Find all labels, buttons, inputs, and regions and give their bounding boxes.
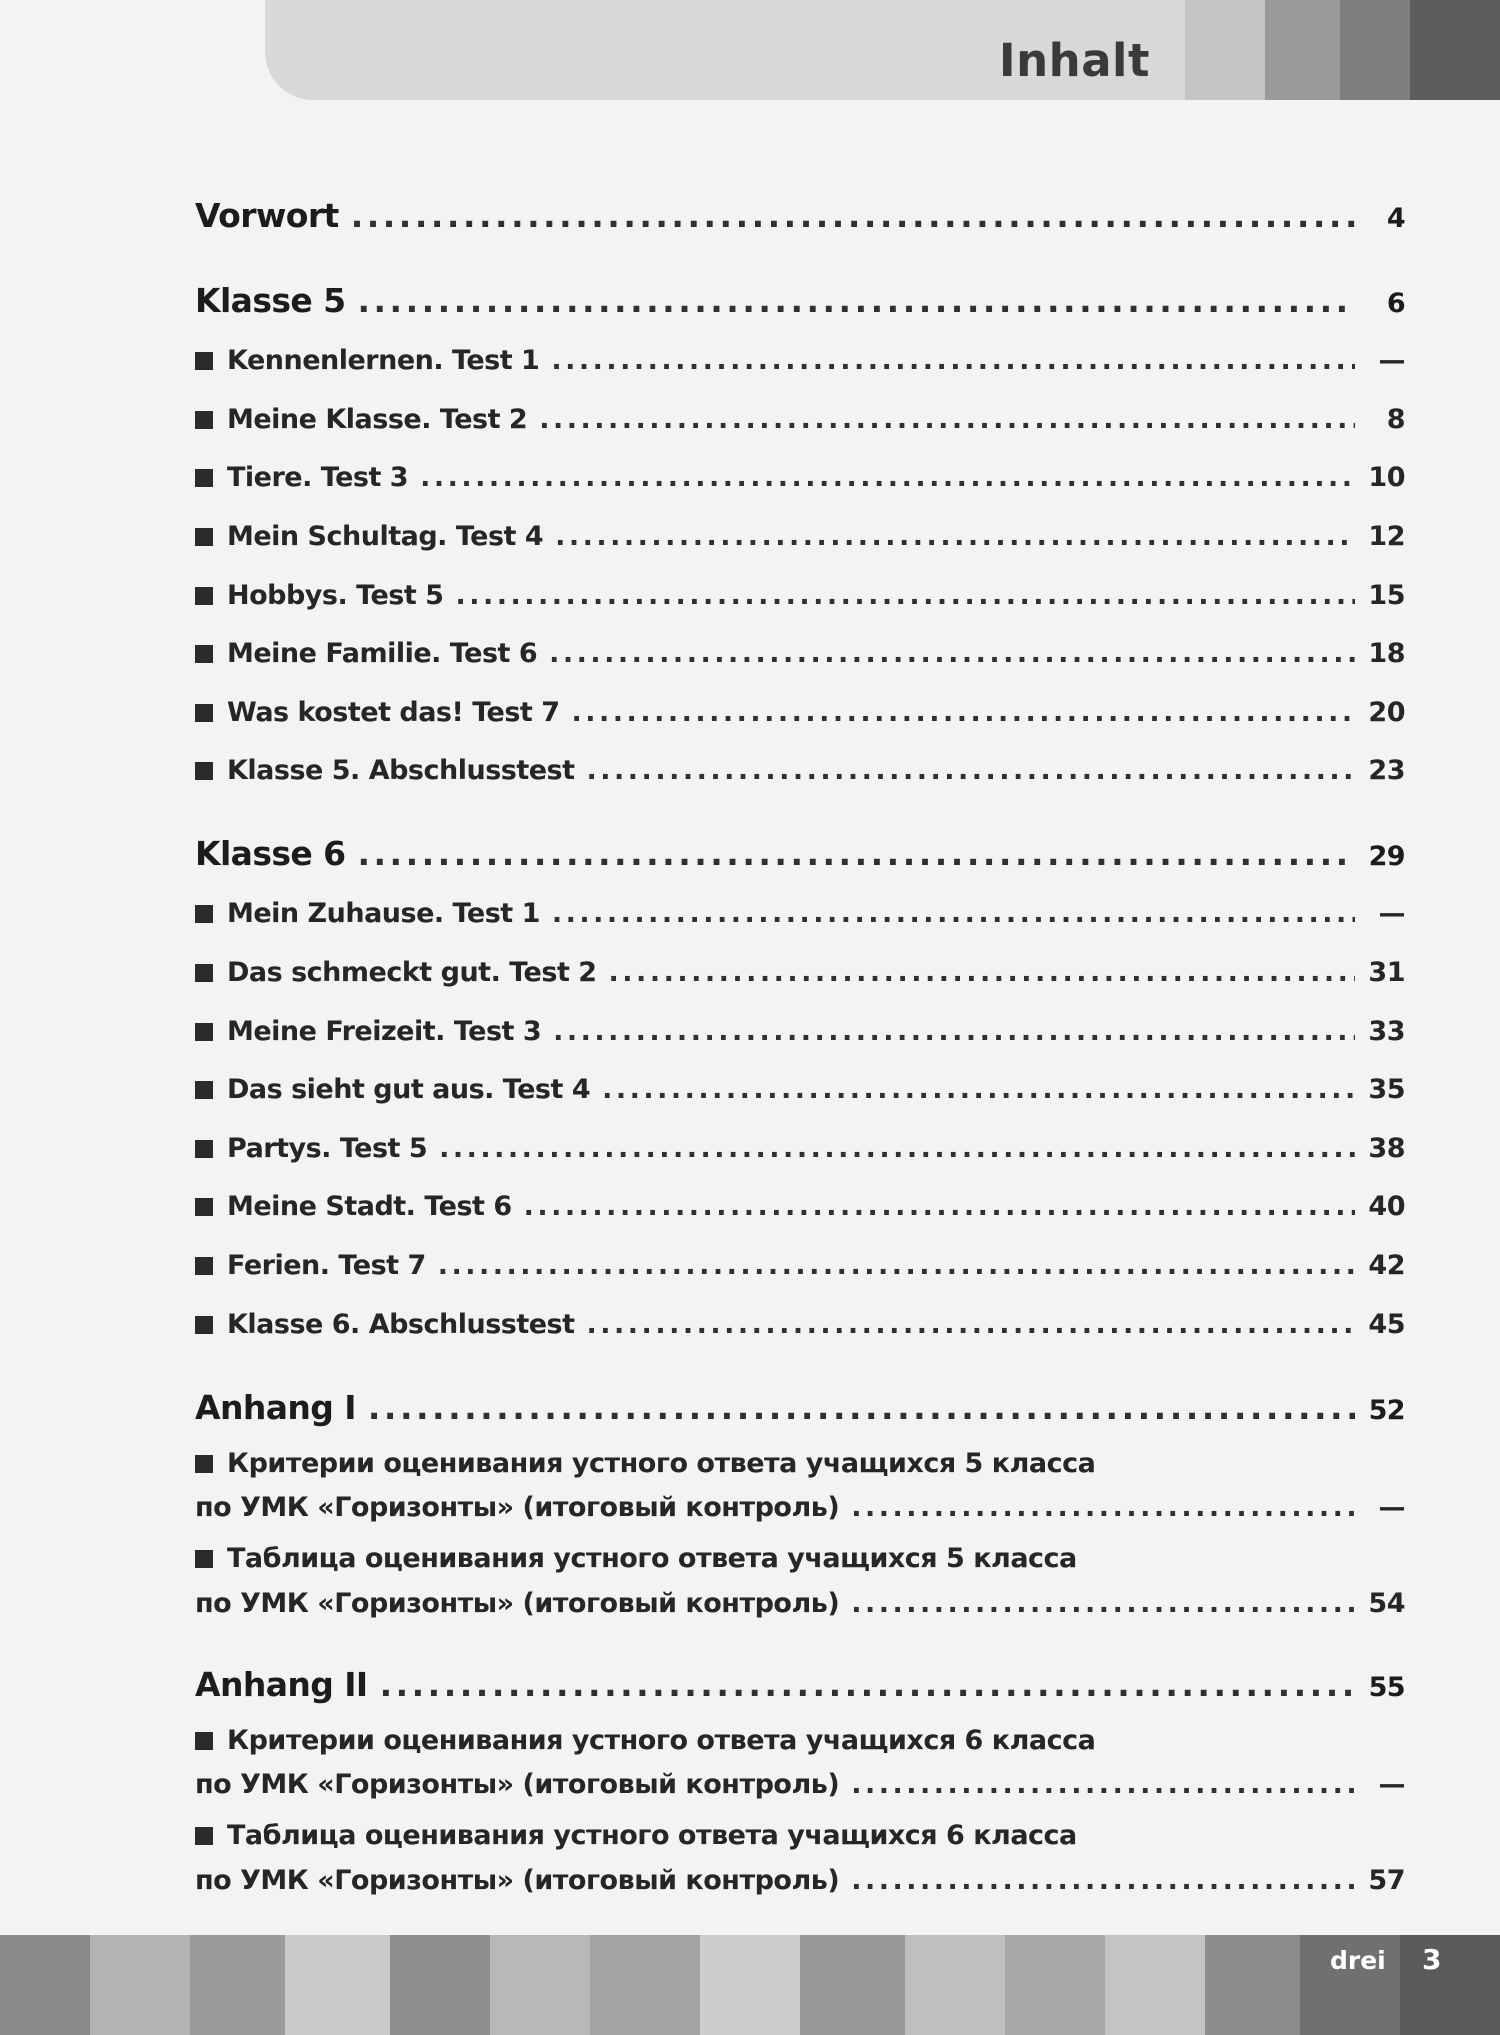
dot-leader [553,1016,1355,1047]
dot-leader [438,1250,1355,1281]
toc-page-number: 20 [1368,697,1405,728]
dot-leader [455,580,1355,611]
toc-subentry[interactable] [195,1309,1405,1340]
toc-page-number: 10 [1368,462,1405,493]
toc-page-number: 52 [1368,1395,1405,1426]
footer-color-strip [0,1935,90,2035]
dot-leader [851,1588,1355,1619]
toc-subentry[interactable] [195,404,1405,435]
footer-color-strip [1400,1935,1500,2035]
toc-page-number: 38 [1368,1133,1405,1164]
toc-entry-label: по УМК «Горизонты» (итоговый контроль) [195,1769,840,1800]
toc-page-number: 8 [1386,404,1405,435]
square-bullet-icon [195,964,213,982]
toc-entry-label: Критерии оценивания устного ответа учащихся 5 класса [227,1448,1096,1479]
toc-subentry[interactable] [195,1448,1405,1479]
dot-leader [851,1492,1355,1523]
toc-entry-label: Kennenlernen. Test 1 [227,345,540,376]
square-bullet-icon [195,645,213,663]
square-bullet-icon [195,411,213,429]
header-color-strip [1265,0,1340,100]
dot-leader [851,1769,1355,1800]
footer-color-strip [390,1935,490,2035]
dot-leader [552,898,1355,929]
dot-leader [549,638,1355,669]
toc-entry-label: Das sieht gut aus. Test 4 [227,1074,591,1105]
toc-entry-label: Mein Zuhause. Test 1 [227,898,540,929]
toc-subentry[interactable] [195,1820,1405,1851]
dot-leader [539,404,1355,435]
toc-subentry[interactable] [195,462,1405,493]
toc-entry-klasse-5[interactable] [195,281,1405,320]
footer-color-strip [1005,1935,1105,2035]
toc-subentry[interactable] [195,345,1405,376]
toc-page-number: 57 [1368,1865,1405,1896]
toc-entry-label: Meine Freizeit. Test 3 [227,1016,542,1047]
toc-page-number: 6 [1386,288,1405,319]
toc-page-number: 18 [1368,638,1405,669]
square-bullet-icon [195,1198,213,1216]
toc-subentry-continuation[interactable] [195,1865,1405,1896]
toc-page-number: — [1378,345,1405,376]
toc-subentry[interactable] [195,1016,1405,1047]
toc-subentry[interactable] [195,521,1405,552]
square-bullet-icon [195,352,213,370]
dot-leader [602,1074,1355,1105]
footer-color-strip [1105,1935,1205,2035]
footer-color-strip [800,1935,905,2035]
toc-subentry[interactable] [195,755,1405,786]
square-bullet-icon [195,1257,213,1275]
dot-leader [439,1133,1355,1164]
dot-leader [555,521,1355,552]
toc-entry-label: Tiere. Test 3 [227,462,409,493]
toc-subentry[interactable] [195,580,1405,611]
square-bullet-icon [195,469,213,487]
header-color-strip [1340,0,1410,100]
toc-entry-label: Klasse 5 [195,281,346,320]
toc-subentry[interactable] [195,1543,1405,1574]
square-bullet-icon [195,1316,213,1334]
toc-entry-label: по УМК «Горизонты» (итоговый контроль) [195,1865,840,1896]
toc-subentry[interactable] [195,1725,1405,1756]
toc-page-number: 54 [1368,1588,1405,1619]
toc-page-number: 23 [1368,755,1405,786]
dot-leader [420,462,1355,493]
square-bullet-icon [195,762,213,780]
dot-leader [609,957,1355,988]
toc-subentry[interactable] [195,1250,1405,1281]
toc-entry-label: Klasse 6. Abschlusstest [227,1309,575,1340]
toc-entry-label: Anhang II [195,1665,368,1704]
toc-entry-label: Meine Familie. Test 6 [227,638,538,669]
toc-entry-label: Таблица оценивания устного ответа учащихся 5 класса [227,1543,1077,1574]
footer-band [0,1935,1500,2035]
toc-entry-label: Таблица оценивания устного ответа учащихся 6 класса [227,1820,1077,1851]
toc-subentry[interactable] [195,638,1405,669]
footer-color-strip [285,1935,390,2035]
toc-page-number: — [1378,898,1405,929]
dot-leader [380,1665,1355,1704]
footer-color-strip [590,1935,700,2035]
square-bullet-icon [195,704,213,722]
dot-leader [551,345,1355,376]
footer-color-strip [700,1935,800,2035]
square-bullet-icon [195,1550,213,1568]
toc-entry-klasse-6[interactable] [195,834,1405,873]
toc-page-number: 45 [1368,1309,1405,1340]
toc-subentry-continuation[interactable] [195,1492,1405,1523]
dot-leader [587,755,1355,786]
toc-entry-label: Meine Klasse. Test 2 [227,404,528,435]
header-color-strip [1410,0,1500,100]
header-color-strip [1185,0,1265,100]
dot-leader [587,1309,1355,1340]
footer-color-strip [90,1935,190,2035]
toc-page-number: 12 [1368,521,1405,552]
square-bullet-icon [195,1081,213,1099]
square-bullet-icon [195,587,213,605]
toc-entry-label: Meine Stadt. Test 6 [227,1191,512,1222]
footer-color-strip [190,1935,285,2035]
toc-entry-label: Vorwort [195,196,339,235]
toc-subentry[interactable] [195,898,1405,929]
toc-subentry[interactable] [195,1191,1405,1222]
toc-page-number: 35 [1368,1074,1405,1105]
square-bullet-icon [195,1140,213,1158]
dot-leader [357,281,1355,320]
footer-page-word: drei [1330,1946,1386,1975]
toc-page-number: — [1378,1769,1405,1800]
footer-color-strip [1205,1935,1300,2035]
dot-leader [357,834,1355,873]
toc-page-number: 15 [1368,580,1405,611]
footer-color-strip [905,1935,1005,2035]
toc-page-number: 4 [1386,203,1405,234]
square-bullet-icon [195,1023,213,1041]
square-bullet-icon [195,1827,213,1845]
dot-leader [351,196,1355,235]
toc-page-number: 40 [1368,1191,1405,1222]
toc-entry-label: Ferien. Test 7 [227,1250,426,1281]
dot-leader [851,1865,1355,1896]
square-bullet-icon [195,528,213,546]
toc-subentry[interactable] [195,957,1405,988]
toc-entry-label: Klasse 6 [195,834,346,873]
square-bullet-icon [195,905,213,923]
toc-subentry[interactable] [195,697,1405,728]
toc-entry-anhang-1[interactable] [195,1388,1405,1427]
toc-entry-vorwort[interactable] [195,196,1405,235]
toc-entry-label: Klasse 5. Abschlusstest [227,755,575,786]
toc-entry-anhang-2[interactable] [195,1665,1405,1704]
footer-color-strip [490,1935,590,2035]
toc-page-number: 29 [1368,841,1405,872]
toc-subentry[interactable] [195,1074,1405,1105]
toc-subentry-continuation[interactable] [195,1769,1405,1800]
square-bullet-icon [195,1455,213,1473]
toc-page-number: 55 [1368,1672,1405,1703]
toc-entry-label: Was kostet das! Test 7 [227,697,560,728]
toc-entry-label: Das schmeckt gut. Test 2 [227,957,597,988]
page-title: Inhalt [998,34,1150,87]
toc-entry-label: по УМК «Горизонты» (итоговый контроль) [195,1588,840,1619]
toc-entry-label: Partys. Test 5 [227,1133,428,1164]
toc-subentry-continuation[interactable] [195,1588,1405,1619]
toc-entry-label: Критерии оценивания устного ответа учащихся 6 класса [227,1725,1096,1756]
dot-leader [524,1191,1355,1222]
toc-entry-label: Anhang I [195,1388,356,1427]
toc-entry-label: Mein Schultag. Test 4 [227,521,544,552]
footer-page-number: 3 [1422,1943,1442,1976]
toc-page-number: — [1378,1492,1405,1523]
toc-entry-label: Hobbys. Test 5 [227,580,444,611]
toc-page-number: 31 [1368,957,1405,988]
toc-subentry[interactable] [195,1133,1405,1164]
toc-page-number: 42 [1368,1250,1405,1281]
dot-leader [368,1388,1355,1427]
dot-leader [572,697,1355,728]
toc-entry-label: по УМК «Горизонты» (итоговый контроль) [195,1492,840,1523]
square-bullet-icon [195,1732,213,1750]
toc-page-number: 33 [1368,1016,1405,1047]
